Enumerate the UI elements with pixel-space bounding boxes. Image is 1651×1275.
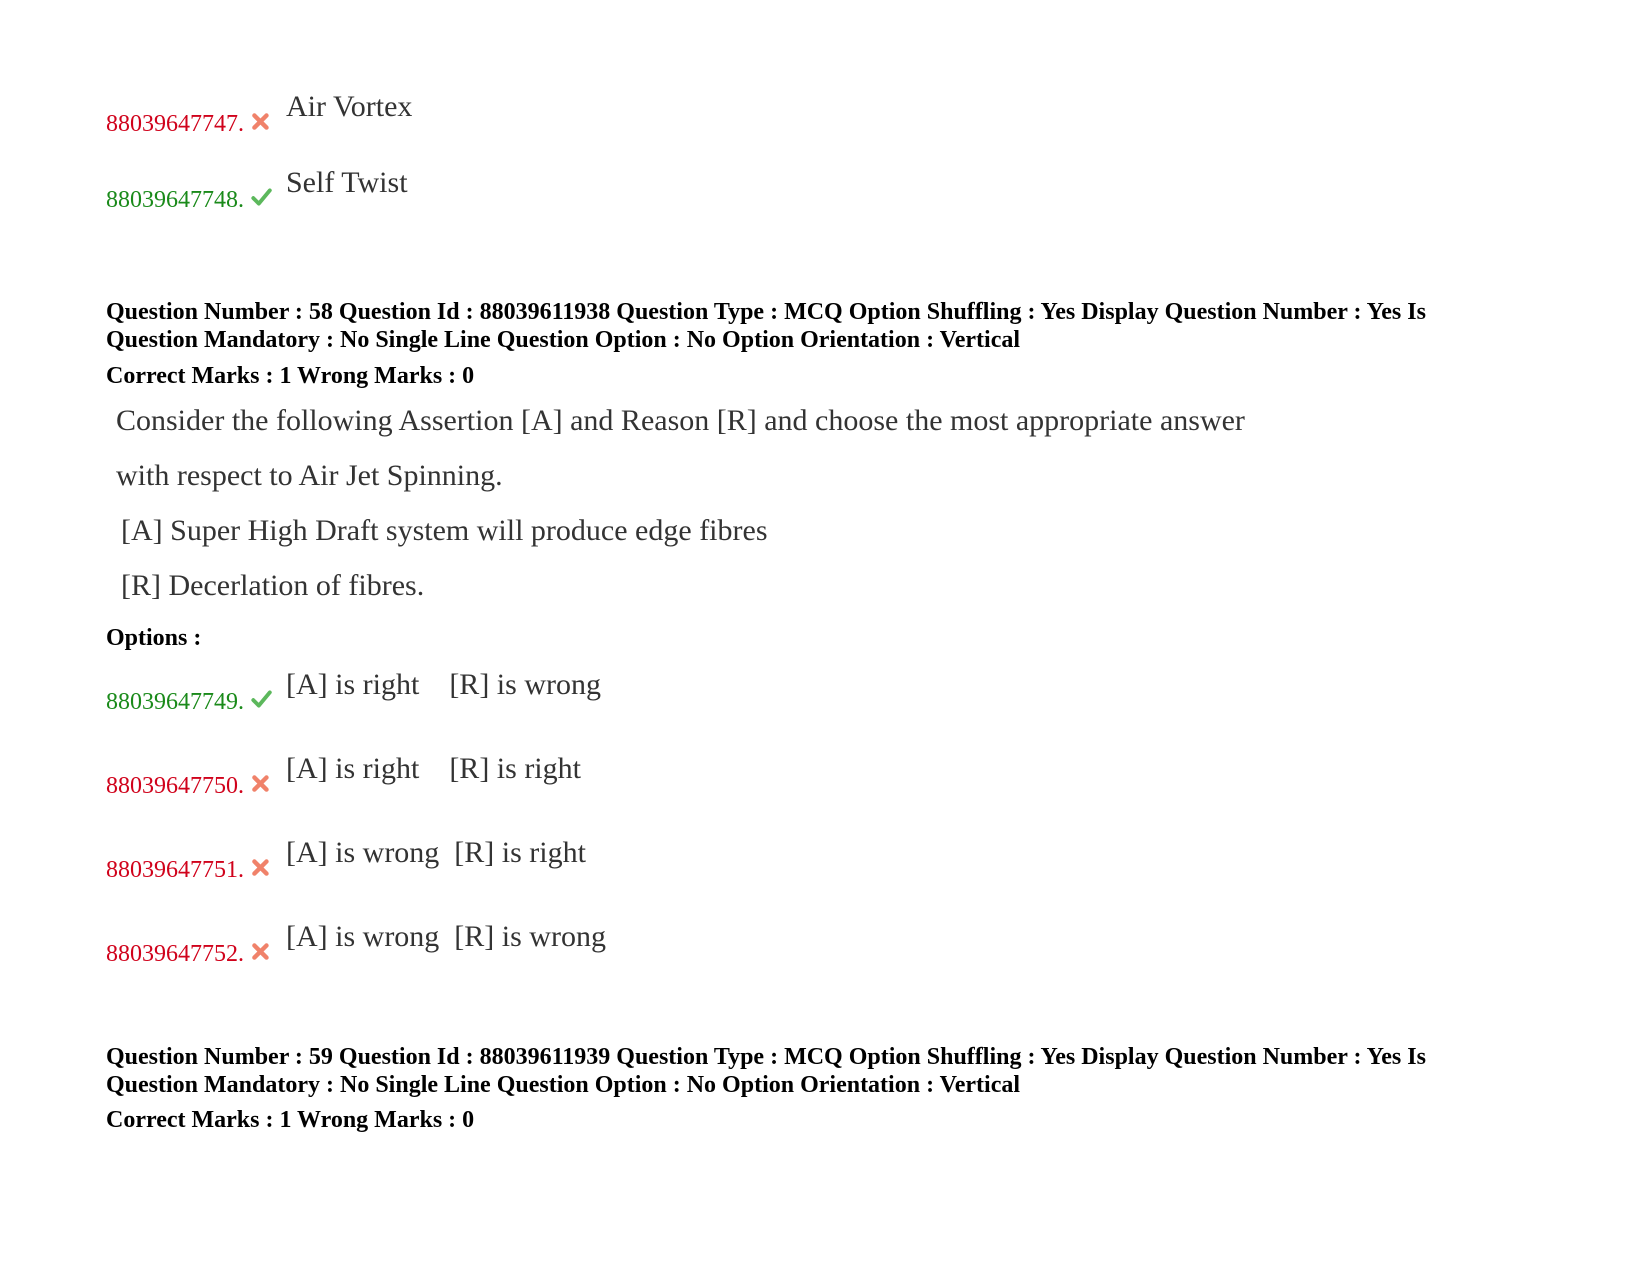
- check-icon: [250, 688, 272, 710]
- question-marks: Correct Marks : 1 Wrong Marks : 0: [106, 1107, 475, 1133]
- cross-icon: [250, 110, 272, 132]
- option-row: [106, 166, 408, 213]
- option-text: [A] is wrong [R] is wrong: [286, 920, 606, 953]
- option-row: [106, 836, 586, 883]
- option-id: 88039647750.: [106, 773, 244, 799]
- option-id: 88039647752.: [106, 941, 244, 967]
- option-id: 88039647748.: [106, 187, 244, 213]
- question-meta: [106, 1043, 1566, 1099]
- option-row: [106, 920, 606, 967]
- question-meta-line2: Question Mandatory : No Single Line Question Option : No Option Orientation : Vertical: [106, 327, 1021, 353]
- option-id: 88039647751.: [106, 857, 244, 883]
- question-text-line: [R] Decerlation of fibres.: [121, 569, 425, 602]
- question-meta-line1: Question Number : 58 Question Id : 88039611938 Question Type : MCQ Option Shuffling : Yes Display Question Number : Yes Is: [106, 299, 1426, 325]
- option-text: Self Twist: [286, 166, 408, 199]
- cross-icon: [250, 940, 272, 962]
- question-marks: Correct Marks : 1 Wrong Marks : 0: [106, 363, 475, 389]
- option-row: [106, 668, 601, 715]
- option-text: [A] is wrong [R] is right: [286, 836, 586, 869]
- question-meta-line2: Question Mandatory : No Single Line Question Option : No Option Orientation : Vertical: [106, 1072, 1021, 1098]
- question-text-line: Consider the following Assertion [A] and Reason [R] and choose the most appropriate answer: [116, 404, 1245, 437]
- question-text-line: [A] Super High Draft system will produce edge fibres: [121, 514, 768, 547]
- options-label: Options :: [106, 625, 202, 651]
- cross-icon: [250, 772, 272, 794]
- option-text: Air Vortex: [286, 90, 413, 123]
- cross-icon: [250, 856, 272, 878]
- question-meta: [106, 298, 1566, 354]
- option-id: 88039647747.: [106, 111, 244, 137]
- question-text-line: with respect to Air Jet Spinning.: [116, 459, 503, 492]
- option-row: [106, 90, 413, 137]
- option-id: 88039647749.: [106, 689, 244, 715]
- check-icon: [250, 186, 272, 208]
- question-meta-line1: Question Number : 59 Question Id : 88039611939 Question Type : MCQ Option Shuffling : Yes Display Question Number : Yes Is: [106, 1044, 1426, 1070]
- option-text: [A] is right [R] is right: [286, 752, 581, 785]
- option-row: [106, 752, 581, 799]
- option-text: [A] is right [R] is wrong: [286, 668, 601, 701]
